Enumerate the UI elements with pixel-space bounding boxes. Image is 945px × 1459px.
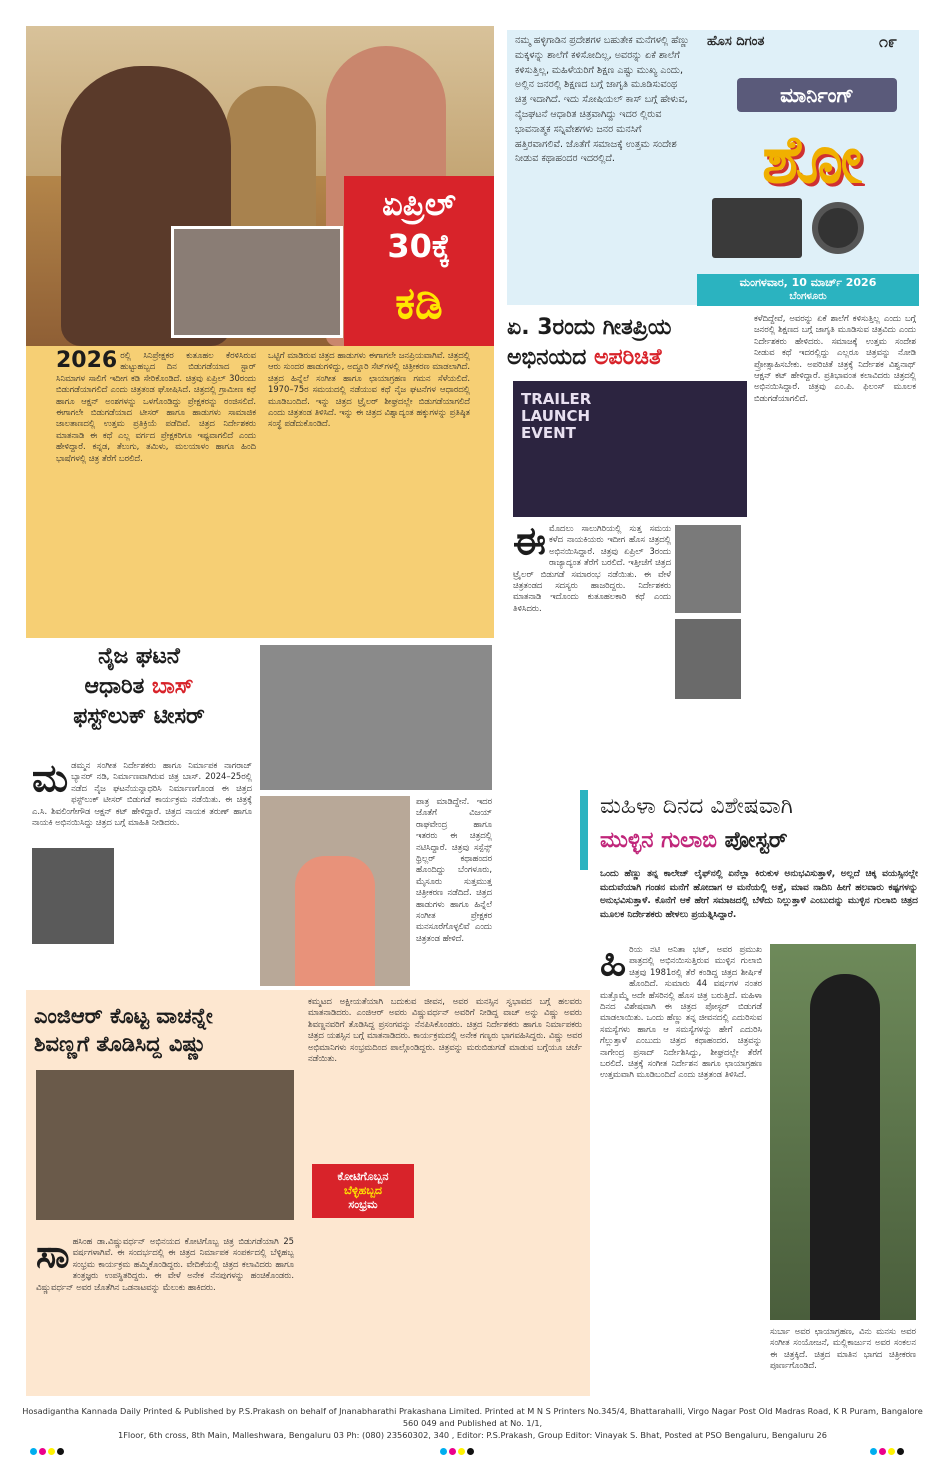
- trailer-event-photo: [513, 381, 747, 517]
- mahila-col1-text: ರಿಯ ನಟಿ ಅನಿತಾ ಭಟ್, ಅವರ ಪ್ರಮುಖ ಪಾತ್ರದಲ್ಲಿ ಅಭಿನಯಿಸುತ್ತಿರುವ ಮುಳ್ಳಿನ ಗುಲಾಬಿ ಚಿತ್ರವು 1981ರಲ್ಲಿ ತೆರೆ ಕಂಡಿದ್ದ ಚಿತ್ರದ ಶೀರ್ಷಿಕೆ ಹೊಂದಿದೆ. ಸುಮಾರು 44 ವರ್ಷಗಳ ನಂತರ ಮತ್ತೊಮ್ಮೆ ಅದೇ ಹೆಸರಿನಲ್ಲಿ ಹೊಸ ಚಿತ್ರ ಬರುತ್ತಿದೆ. ಮಹಿಳಾ ದಿನದ ವಿಶೇಷವಾಗಿ ಈ ಚಿತ್ರದ ಪೋಸ್ಟರ್ ಬಿಡುಗಡೆ ಮಾಡಲಾಯಿತು. ಒಂದು ಹೆಣ್ಣು ತನ್ನ ಜೀವನದಲ್ಲಿ ಎದುರಿಸುವ ಸಮಸ್ಯೆಗಳು ಹಾಗೂ ಆ ಸಮಸ್ಯೆಗಳನ್ನು ಹೇಗೆ ಎದುರಿಸಿ ಗೆಲ್ಲುತ್ತಾಳೆ ಎಂಬುದು ಚಿತ್ರದ ಕಥಾಹಂದರ. ಚಿತ್ರವನ್ನು ನಾಗೇಂದ್ರ ಪ್ರಸಾದ್ ನಿರ್ದೇಶಿಸಿದ್ದು, ಶೀಘ್ರದಲ್ಲೇ ತೆರೆಗೆ ಬರಲಿದೆ. ಚಿತ್ರಕ್ಕೆ ಸಂಗೀತ ನಿರ್ದೇಶನ ಹಾಗೂ ಛಾಯಾಗ್ರಹಣ ಉತ್ತಮವಾಗಿ ಮೂಡಿಬಂದಿದೆ ಎಂದು ಚಿತ್ರತಂಡ ತಿಳಿಸಿದೆ.: [600, 944, 762, 1080]
- issue-date: ಮಂಗಳವಾರ, 10 ಮಾರ್ಚ್ 2026: [739, 276, 877, 289]
- boss-title-b: [26, 672, 252, 702]
- aparichite-col1: [513, 523, 671, 785]
- release-date-box: [344, 176, 494, 346]
- release-line2: 30ಕ್ಕೆ: [387, 227, 451, 265]
- hero-col1-text: ರಲ್ಲಿ ಸಿನಿಪ್ರೇಕ್ಷಕರ ಕುತೂಹಲ ಕೆರಳಿಸಿರುವ ಹುಟ್ಟುಹಬ್ಬದ ದಿನ ಬಿಡುಗಡೆಯಾದ ಸ್ಟಾರ್ ಸಿನಿಮಾಗಳ ಸಾಲಿಗೆ ಇದೀಗ ಕಡಿ ಸೇರಿಕೊಂಡಿದೆ. ಚಿತ್ರವು ಏಪ್ರಿಲ್ 30ರಂದು ಬಿಡುಗಡೆಯಾಗಲಿದೆ ಎಂದು ಚಿತ್ರತಂಡ ಘೋಷಿಸಿದೆ. ಚಿತ್ರದಲ್ಲಿ ಗ್ರಾಮೀಣ ಕಥೆ ಹಾಗೂ ಆಕ್ಷನ್ ಅಂಶಗಳನ್ನು ಒಳಗೊಂಡಿದ್ದು ಪ್ರೇಕ್ಷಕರನ್ನು ರಂಜಿಸಲಿದೆ. ಈಗಾಗಲೇ ಬಿಡುಗಡೆಯಾದ ಟೀಸರ್ ಹಾಗೂ ಹಾಡುಗಳು ಸಾಮಾಜಿಕ ಜಾಲತಾಣದಲ್ಲಿ ಉತ್ತಮ ಪ್ರತಿಕ್ರಿಯೆ ಪಡೆದಿವೆ. ಚಿತ್ರದ ನಿರ್ದೇಶಕರು ಮಾತನಾಡಿ ಈ ಕಥೆ ಎಲ್ಲ ವರ್ಗದ ಪ್ರೇಕ್ಷಕರಿಗೂ ಇಷ್ಟವಾಗಲಿದೆ ಎಂದು ಹೇಳಿದ್ದಾರೆ. ಕನ್ನಡ, ತೆಲುಗು, ತಮಿಳು, ಮಲಯಾಳಂ ಹಾಗೂ ಹಿಂದಿ ಭಾಷೆಗಳಲ್ಲಿ ಚಿತ್ರ ತೆರೆಗೆ ಬರಲಿದೆ.: [56, 350, 256, 463]
- color-registration-marks: [440, 1440, 476, 1459]
- clapperboard-icon: [712, 198, 802, 258]
- boss-actor-photo: [260, 796, 410, 986]
- inset-photo: [171, 226, 343, 338]
- magenta-dot: [39, 1448, 46, 1455]
- aparichite-article: [507, 313, 747, 783]
- newspaper-brand: ಹೊಸ ದಿಗಂತ: [707, 34, 765, 49]
- hero-section: [26, 26, 494, 638]
- issue-city: ಬೆಂಗಳೂರು: [789, 291, 827, 302]
- mgr-sub1: ಕೋಟಿಗೊಬ್ಬನ: [337, 1170, 389, 1183]
- director-photo: [32, 848, 114, 944]
- masthead-lead-text: ನಮ್ಮ ಹಳ್ಳಿಗಾಡಿನ ಪ್ರದೇಶಗಳ ಬಹುತೇಕ ಮನೆಗಳಲ್ಲಿ ಹೆಣ್ಣು ಮಕ್ಕಳನ್ನು ಶಾಲೆಗೆ ಕಳಿಸೋದಿಲ್ಲ, ಅವರನ್ನು ಏಕೆ ಶಾಲೆಗೆ ಕಳಿಸುತ್ತಿಲ್ಲ, ಮಹಿಳೆಯರಿಗೆ ಶಿಕ್ಷಣ ಎಷ್ಟು ಮುಖ್ಯ ಎಂದು, ಅಲ್ಲಿನ ಜನರಲ್ಲಿ ಶಿಕ್ಷಣದ ಬಗ್ಗೆ ಜಾಗೃತಿ ಮೂಡಿಸುವಂಥ ಚಿತ್ರ ಇದಾಗಿದೆ. ಇದು ಸೋಷಿಯಲ್ ಕಾಸ್ ಬಗ್ಗೆ ಹೇಳುವ, ನೈಜಘಟನೆ ಆಧಾರಿತ ಚಿತ್ರವಾಗಿದ್ದು ಇದರ ಲ್ಲಿರುವ ಭಾವನಾತ್ಮಕ ಸನ್ನಿವೇಶಗಳು ಜನರ ಮನಸಿಗೆ ಹತ್ತಿರವಾಗಲಿವೆ. ಜೊತೆಗೆ ಸಮಾಜಕ್ಕೆ ಉತ್ತಮ ಸಂದೇಶ ನೀಡುವ ಕಥಾಹಂದರ ಇದರಲ್ಲಿದೆ.: [515, 35, 690, 165]
- accent-bar: [580, 790, 588, 870]
- aparichite-title-b: [507, 343, 747, 373]
- yellow-dot: [458, 1448, 465, 1455]
- mahila-dropcap: ಹಿ: [600, 944, 627, 984]
- yellow-dot: [48, 1448, 55, 1455]
- page-number: ೧೯: [879, 32, 897, 51]
- actress-photo: [770, 944, 916, 1320]
- mgr-col1: [36, 1236, 294, 1392]
- mahila-title-pink: ಮುಳ್ಳಿನ ಗುಲಾಬಿ: [600, 828, 717, 853]
- black-dot: [467, 1448, 474, 1455]
- boss-event-photo: [260, 645, 492, 790]
- mgr-sub3: ಸಂಭ್ರಮ: [348, 1198, 378, 1211]
- magenta-dot: [449, 1448, 456, 1455]
- release-title: ಕಡಿ: [395, 278, 443, 329]
- aparichite-title-red: ಅಪರಿಚಿತೆ: [593, 345, 662, 370]
- footer: [20, 1405, 925, 1441]
- mgr-article: [26, 990, 590, 1396]
- hero-dropnum: 2026: [56, 350, 118, 373]
- boss-col2: ಪಾತ್ರ ಮಾಡಿದ್ದೇನೆ. ಇದರ ಜೊತೆಗೆ ವಿಜಯ್ ರಾಘವೇಂದ್ರ ಹಾಗೂ ಇತರರು ಈ ಚಿತ್ರದಲ್ಲಿ ನಟಿಸಿದ್ದಾರೆ. ಚಿತ್ರವು ಸಸ್ಪೆನ್ಸ್ ಥ್ರಿಲ್ಲರ್ ಕಥಾಹಂದರ ಹೊಂದಿದ್ದು ಬೆಂಗಳೂರು, ಮೈಸೂರು ಸುತ್ತಮುತ್ತ ಚಿತ್ರೀಕರಣ ನಡೆದಿದೆ. ಚಿತ್ರದ ಹಾಡುಗಳು ಹಾಗೂ ಹಿನ್ನೆಲೆ ಸಂಗೀತ ಪ್ರೇಕ್ಷಕರ ಮನಸೂರೆಗೊಳ್ಳಲಿವೆ ಎಂದು ಚಿತ್ರತಂಡ ಹೇಳಿದೆ.: [416, 796, 492, 943]
- mgr-title-b: ಶಿವಣ್ಣಗೆ ತೊಡಿಸಿದ್ದ ವಿಷ್ಣು: [34, 1032, 207, 1056]
- color-registration-marks: [30, 1440, 66, 1459]
- boss-col1-text: ಡಮ್ಮನ ಸಂಗೀತ ನಿರ್ದೇಶಕರು ಹಾಗೂ ನಿರ್ಮಾಪಕ ನಾಗರಾಜ್ ಬ್ಯಾನರ್ ನಡಿ, ನಿರ್ಮಾಣವಾಗಿರುವ ಚಿತ್ರ ಬಾಸ್. 2024–25ರಲ್ಲಿ ನಡೆದ ನೈಜ ಘಟನೆಯನ್ನಾಧರಿಸಿ ನಿರ್ಮಾಣಗೊಂಡ ಈ ಚಿತ್ರದ ಫಸ್ಟ್‌ಲುಕ್ ಟೀಸರ್ ಬಿಡುಗಡೆ ಕಾರ್ಯಕ್ರಮ ನಡೆಯಿತು. ಈ ಚಿತ್ರಕ್ಕೆ ಎ.ಸಿ. ಶಿವಲಿಂಗೇಗೌಡ ಆಕ್ಷನ್ ಕಟ್ ಹೇಳಿದ್ದಾರೆ. ಚಿತ್ರದ ನಾಯಕ ತರುಣ್ ಹಾಗೂ ನಾಯಕಿ ಅಭಿನಯಿಸಿದ್ದು ಚಿತ್ರದ ಬಗ್ಗೆ ಮಾಹಿತಿ ನೀಡಿದರು.: [32, 760, 252, 828]
- aparichite-col1-text: ಮೊದಲು ಸಾಲುಗಿರಿಯಲ್ಲಿ ಸುತ್ತ ಸಮಯ ಕಳೆದ ನಾಯಕಿಯರು ಇದೀಗ ಹೊಸ ಚಿತ್ರದಲ್ಲಿ ಅಭಿನಯಿಸಿದ್ದಾರೆ. ಚಿತ್ರವು ಏಪ್ರಿಲ್ 3ರಂದು ರಾಜ್ಯಾದ್ಯಂತ ತೆರೆಗೆ ಬರಲಿದೆ. ಇತ್ತೀಚೆಗೆ ಚಿತ್ರದ ಟ್ರೈಲರ್ ಬಿಡುಗಡೆ ಸಮಾರಂಭ ನಡೆಯಿತು. ಈ ವೇಳೆ ಚಿತ್ರತಂಡದ ಸದಸ್ಯರು ಹಾಜರಿದ್ದರು. ನಿರ್ದೇಶಕರು ಮಾತನಾಡಿ ಇದೊಂದು ಕುತೂಹಲಕಾರಿ ಕಥೆ ಎಂದು ತಿಳಿಸಿದರು.: [513, 523, 671, 613]
- hero-col1: [56, 350, 256, 632]
- cyan-dot: [440, 1448, 447, 1455]
- actress-figure: [810, 974, 880, 1320]
- aparichite-dropcap: ಈ: [513, 523, 546, 563]
- mahila-title-b: [600, 826, 918, 860]
- date-bar: [697, 274, 919, 306]
- cyan-dot: [870, 1448, 877, 1455]
- footer-line1: Hosadigantha Kannada Daily Printed & Published by P.S.Prakash on behalf of Jnanabharathi Prakashana Limited. Printed at M N S Printers No.345/4, Bhattarahalli, Virgo Nagar Post Old Madras Road, K R Puram, Bangalore 560 049 and Published at No. 1/1,: [22, 1406, 923, 1428]
- film-reel-icon: [812, 202, 864, 254]
- boss-title-a: ನೈಜ ಘಟನೆ: [98, 644, 180, 669]
- actor-shirt: [295, 856, 375, 986]
- actress-caption: ಸುರ್ಬಾ ಅವರ ಛಾಯಾಗ್ರಹಣ, ವಿನು ಮನಸು ಅವರ ಸಂಗೀತ ಸಂಯೋಜನೆ, ಮಲ್ಲಿಕಾರ್ಜುನ ಅವರ ಸಂಕಲನ ಈ ಚಿತ್ರಕ್ಕಿದೆ. ಚಿತ್ರದ ಮಾತಿನ ಭಾಗದ ಚಿತ್ರೀಕರಣ ಪೂರ್ಣಗೊಂಡಿದೆ.: [770, 1326, 916, 1371]
- masthead-section: [507, 30, 919, 305]
- temple-tower: [226, 86, 316, 226]
- boss-title-c: ಫಸ್ಟ್‌ಲುಕ್ ಟೀಸರ್: [73, 704, 205, 729]
- masthead-title-morning: ಮಾರ್ನಿಂಗ್: [737, 78, 897, 112]
- release-line1: ಏಪ್ರಿಲ್: [382, 185, 456, 223]
- masthead-title-show: ಶೋ: [762, 121, 862, 198]
- boss-title-b-text: ಆಧಾರಿತ: [84, 674, 145, 699]
- cyan-dot: [30, 1448, 37, 1455]
- hero-article: [56, 348, 470, 632]
- mahila-title-a: ಮಹಿಳಾ ದಿನದ ವಿಶೇಷವಾಗಿ: [600, 794, 793, 819]
- aparichite-title-b-text: ಅಭಿನಯದ: [507, 345, 587, 370]
- mahila-col1: [600, 944, 762, 1396]
- color-registration-marks: [870, 1440, 906, 1459]
- mgr-dropcap: ಸಾ: [36, 1236, 70, 1276]
- yellow-dot: [888, 1448, 895, 1455]
- black-dot: [57, 1448, 64, 1455]
- black-dot: [897, 1448, 904, 1455]
- mahila-intro: ಒಂದು ಹೆಣ್ಣು ತನ್ನ ಕಾಲೇಜ್ ಲೈಫ್‌ನಲ್ಲಿ ಏನೆಲ್ಲಾ ಕಿರುಕುಳ ಅನುಭವಿಸುತ್ತಾಳೆ, ಅಲ್ಲದೆ ಚಿಕ್ಕ ವಯಸ್ಸಿನಲ್ಲೇ ಮದುವೆಯಾಗಿ ಗಂಡನ ಮನೆಗೆ ಹೋದಾಗ ಆ ಮನೆಯಲ್ಲಿ ಅತ್ತೆ, ಮಾವ ನಾದಿನಿ ಹೀಗೆ ಹಲವಾರು ಕಷ್ಟಗಳನ್ನು ಅನುಭವಿಸುತ್ತಾಳೆ. ಕೊನೆಗೆ ಆಕೆ ಹೇಗೆ ಸಮಾಜದಲ್ಲಿ ಬೆಳೆದು ನಿಲ್ಲುತ್ತಾಳೆ ಎಂಬುದನ್ನು ಮುಳ್ಳಿನ ಗುಲಾಬಿ ಚಿತ್ರದ ಮೂಲಕ ನಿರ್ದೇಶಕರು ಹೇಳಲು ಪ್ರಯತ್ನಿಸಿದ್ದಾರೆ.: [600, 869, 918, 920]
- mgr-event-photo: [36, 1070, 294, 1220]
- aparichite-col2: ಕಳೆದಿದ್ದೇವೆ, ಅವರನ್ನು ಏಕೆ ಶಾಲೆಗೆ ಕಳಿಸುತ್ತಿಲ್ಲ ಎಂದು ಬಗ್ಗೆ ಜನರಲ್ಲಿ ಶಿಕ್ಷಣದ ಬಗ್ಗೆ ಜಾಗೃತಿ ಮೂಡಿಸುವ ಚಿತ್ರವಿದು ಎಂದು ನಿರ್ದೇಶಕರು ಹೇಳಿದರು. ಸಮಾಜಕ್ಕೆ ಉತ್ತಮ ಸಂದೇಶ ನೀಡುವ ಕಥೆ ಇದರಲ್ಲಿದ್ದು ಎಲ್ಲರೂ ಚಿತ್ರವನ್ನು ನೋಡಿ ಪ್ರೋತ್ಸಾಹಿಸಬೇಕು. ಅಪರಿಚಿತೆ ಚಿತ್ರಕ್ಕೆ ನಿರ್ದೇಶಕ ವಿಶ್ವನಾಥ್ ಆಕ್ಷನ್ ಕಟ್ ಹೇಳಿದ್ದಾರೆ. ಪ್ರತಿಭಾವಂತ ಕಲಾವಿದರು ಚಿತ್ರದಲ್ಲಿ ಅಭಿನಯಿಸಿದ್ದಾರೆ. ಚಿತ್ರವು ಎಂ.ಪಿ. ಫಿಲಂಸ್ ಮೂಲಕ ಬಿಡುಗಡೆಯಾಗಲಿದೆ.: [754, 313, 916, 403]
- boss-dropcap: ಮ: [32, 760, 69, 800]
- footer-line2: 1Floor, 6th cross, 8th Main, Malleshwara, Bengaluru 03 Ph: (080) 23560302, 340 , Editor: P.S.Prakash, Group Editor: Vinayak S. Bhat, Posted at PSO Bengaluru, Bengaluru 26: [118, 1430, 827, 1440]
- mahila-title-b-text: ಪೋಸ್ಟರ್: [724, 828, 788, 853]
- trailer-banner-text: TRAILER LAUNCH EVENT: [521, 390, 592, 442]
- mgr-col1-text: ಹಸಿಂಹ ಡಾ.ವಿಷ್ಣುವರ್ಧನ್ ಅಭಿನಯದ ಕೋಟಿಗೊಬ್ಬ ಚಿತ್ರ ಬಿಡುಗಡೆಯಾಗಿ 25 ವರ್ಷಗಳಾಗಿವೆ. ಈ ಸಂದರ್ಭದಲ್ಲಿ ಈ ಚಿತ್ರದ ನಿರ್ಮಾಪಕ ಸಂಪರ್ಕದಲ್ಲಿ ಬೆಳ್ಳಿಹಬ್ಬ ಸಂಭ್ರಮ ಕಾರ್ಯಕ್ರಮ ಹಮ್ಮಿಕೊಂಡಿದ್ದರು. ವೇದಿಕೆಯಲ್ಲಿ ಚಿತ್ರದ ಕಲಾವಿದರು ಹಾಗೂ ತಂತ್ರಜ್ಞರು ಉಪಸ್ಥಿತರಿದ್ದರು. ಈ ವೇಳೆ ಅನೇಕ ನೆನಪುಗಳನ್ನು ಹಂಚಿಕೊಂಡರು. ವಿಷ್ಣುವರ್ಧನ್ ಅವರ ಜೊತೆಗಿನ ಒಡನಾಟವನ್ನು ಮೆಲುಕು ಹಾಕಿದರು.: [36, 1236, 294, 1292]
- magenta-dot: [879, 1448, 886, 1455]
- mgr-title-a: ಎಂಜಿಆರ್ ಕೊಟ್ಟ ವಾಚನ್ನೇ: [34, 1004, 213, 1028]
- portrait-photo: [675, 525, 741, 613]
- boss-title-red: ಬಾಸ್: [151, 674, 194, 699]
- portrait-photo: [675, 619, 741, 699]
- hero-col2: ಒಟ್ಟಿಗೆ ಮಾಡಿರುವ ಚಿತ್ರದ ಹಾಡುಗಳು ಈಗಾಗಲೇ ಜನಪ್ರಿಯವಾಗಿವೆ. ಚಿತ್ರದಲ್ಲಿ ಆರು ಸುಂದರ ಹಾಡುಗಳಿದ್ದು, ಅದ್ದೂರಿ ಸೆಟ್‌ಗಳಲ್ಲಿ ಚಿತ್ರೀಕರಣ ಮಾಡಲಾಗಿದೆ. ಚಿತ್ರದ ಹಿನ್ನೆಲೆ ಸಂಗೀತ ಹಾಗೂ ಛಾಯಾಗ್ರಹಣ ಗಮನ ಸೆಳೆಯಲಿದೆ. 1970–75ರ ಸಮಯದಲ್ಲಿ ನಡೆಯುವ ಕಥೆ ನೈಜ ಘಟನೆಗಳ ಆಧಾರದಲ್ಲಿ ಮೂಡಿಬಂದಿದೆ. ಇನ್ನು ಚಿತ್ರದ ಟ್ರೈಲರ್ ಶೀಘ್ರದಲ್ಲೇ ಬಿಡುಗಡೆಯಾಗಲಿದೆ ಎಂದು ಚಿತ್ರತಂಡ ತಿಳಿಸಿದೆ. ಇನ್ನು ಈ ಚಿತ್ರದ ವಿಶ್ವಾದ್ಯಂತ ಹಕ್ಕುಗಳನ್ನು ಪ್ರತಿಷ್ಠಿತ ಸಂಸ್ಥೆ ಪಡೆದುಕೊಂಡಿದೆ.: [268, 350, 470, 429]
- aparichite-title-a: ಏ. 3ರಂದು ಗೀತಪ್ರಿಯ: [507, 315, 672, 340]
- mgr-col2: ಕಮ್ಮಟದ ಅಕ್ಷೀಯತೆಯಾಗಿ ಬದುಕುವ ಜೀವನ, ಅವರ ಮನಸ್ಸಿನ ಸ್ವಭಾವದ ಬಗ್ಗೆ ಹಲವರು ಮಾತನಾಡಿದರು. ಎಂಜಿಆರ್ ಅವರು ವಿಷ್ಣುವರ್ಧನ್ ಅವರಿಗೆ ನೀಡಿದ್ದ ವಾಚ್ ಅನ್ನು ವಿಷ್ಣು ಅವರು ಶಿವಣ್ಣನವರಿಗೆ ತೊಡಿಸಿದ್ದ ಪ್ರಸಂಗವನ್ನು ನೆನಪಿಸಿಕೊಂಡರು. ಚಿತ್ರದ ನಿರ್ದೇಶಕರು ಹಾಗೂ ನಿರ್ಮಾಪಕರು ಚಿತ್ರದ ಯಶಸ್ಸಿನ ಬಗ್ಗೆ ಮಾತನಾಡಿದರು. ಕಾರ್ಯಕ್ರಮದಲ್ಲಿ ಅನೇಕ ಗಣ್ಯರು ಭಾಗವಹಿಸಿದ್ದರು. ವಿಷ್ಣು ಅವರ ಅಭಿಮಾನಿಗಳು ಸಂಭ್ರಮದಿಂದ ಪಾಲ್ಗೊಂಡಿದ್ದರು. ಚಿತ್ರವನ್ನು ಮರುಬಿಡುಗಡೆ ಮಾಡುವ ಬಗ್ಗೆಯೂ ಚರ್ಚೆ ನಡೆಯಿತು.: [308, 996, 582, 1064]
- mgr-sub2: ಬೆಳ್ಳಿಹಬ್ಬದ: [343, 1184, 383, 1197]
